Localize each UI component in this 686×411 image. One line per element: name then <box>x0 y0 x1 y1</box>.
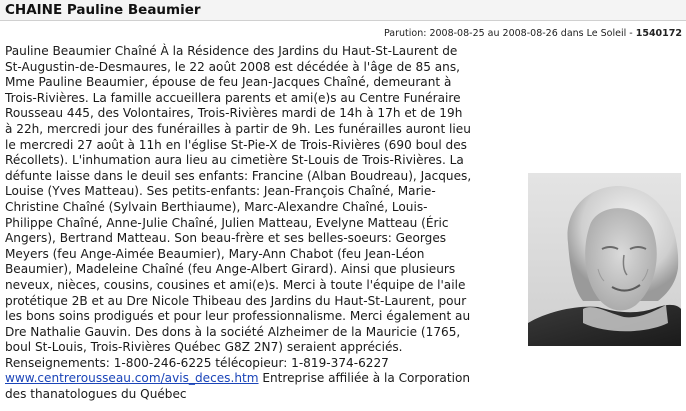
funeral-home-link[interactable]: www.centrerousseau.com/avis_deces.htm <box>5 371 259 386</box>
text-line: St-Augustin-de-Desmaures, le 22 août 2008 est décédée à l'âge de 85 ans, <box>5 59 460 74</box>
text-line: des thanatologues du Québec <box>5 387 187 402</box>
text-line: à 22h, mercredi jour des funérailles à partir de 9h. Les funérailles auront lieu <box>5 121 471 136</box>
text-line: Christine Chaîné (Sylvain Berthiaume), Marc-Alexandre Chaîné, Louis- <box>5 199 428 214</box>
text-line: Meyers (feu Ange-Aimée Beaumier), Mary-Ann Chabot (feu Jean-Léon <box>5 246 425 261</box>
link-line <box>5 371 525 387</box>
text-line: Récollets). L'inhumation aura lieu au cimetière St-Louis de Trois-Rivières. La <box>5 153 464 168</box>
text-line: Trois-Rivières. La famille accueillera parents et ami(e)s au Centre Funéraire <box>5 90 461 105</box>
portrait-photo <box>528 173 681 346</box>
text-line: Rousseau 445, des Volontaires, Trois-Rivières mardi de 14h à 17h et de 19h <box>5 106 463 121</box>
newspaper-name: Le Soleil <box>586 28 627 39</box>
notice-code: 1540172 <box>635 28 682 39</box>
text-line: Beaumier), Madeleine Chaîné (feu Ange-Albert Girard). Ainsi que plusieurs <box>5 262 456 277</box>
text-line: Renseignements: 1-800-246-6225 télécopieur: 1-819-374-6227 <box>5 355 389 370</box>
text-line: Louise (Yves Matteau). Ses petits-enfants: Jean-François Chaîné, Marie- <box>5 184 436 199</box>
text-line: Pauline Beaumier Chaîné À la Résidence des Jardins du Haut-St-Laurent de <box>5 44 458 58</box>
text-line: le mercredi 27 août à 11h en l'église St-Pie-X de Trois-Rivières (690 boul des <box>5 137 467 152</box>
text-line: neveux, nièces, cousins, cousines et ami(e)s. Merci à toute l'équipe de l'aile <box>5 277 466 292</box>
text-line: défunte laisse dans le deuil ses enfants: Francine (Alban Boudreau), Jacques, <box>5 168 472 183</box>
text-line: Philippe Chaîné, Anne-Julie Chaîné, Julien Matteau, Evelyne Matteau (Éric <box>5 215 449 230</box>
publication-dates: 2008-08-25 au 2008-08-26 <box>429 28 558 39</box>
meta-separator: - <box>626 28 636 39</box>
text-line: Angers), Bertrand Matteau. Son beau-frère et ses belles-soeurs: Georges <box>5 231 447 246</box>
text-line: boul St-Louis, Trois-Rivières Québec G8Z 2N7) seraient appréciés. <box>5 340 403 355</box>
parution-label: Parution: <box>383 28 430 39</box>
page-title: CHAINE Pauline Beaumier <box>5 2 201 18</box>
text-line: les bons soins prodigués et pour leur professionnalisme. Merci également au <box>5 309 471 324</box>
publication-info <box>384 28 682 39</box>
notice-header <box>0 0 686 21</box>
text-line: Dre Nathalie Gauvin. Des dons à la société Alzheimer de la Mauricie (1765, <box>5 324 461 339</box>
text-line: protétique 2B et au Dre Nicole Thibeau des Jardins du Haut-St-Laurent, pour <box>5 293 467 308</box>
dans-text: dans <box>557 28 587 39</box>
obituary-text <box>5 44 525 403</box>
affiliation-text: Entreprise affiliée à la Corporation <box>258 371 471 386</box>
text-line: Mme Pauline Beaumier, épouse de feu Jean-Jacques Chaîné, demeurant à <box>5 75 452 90</box>
